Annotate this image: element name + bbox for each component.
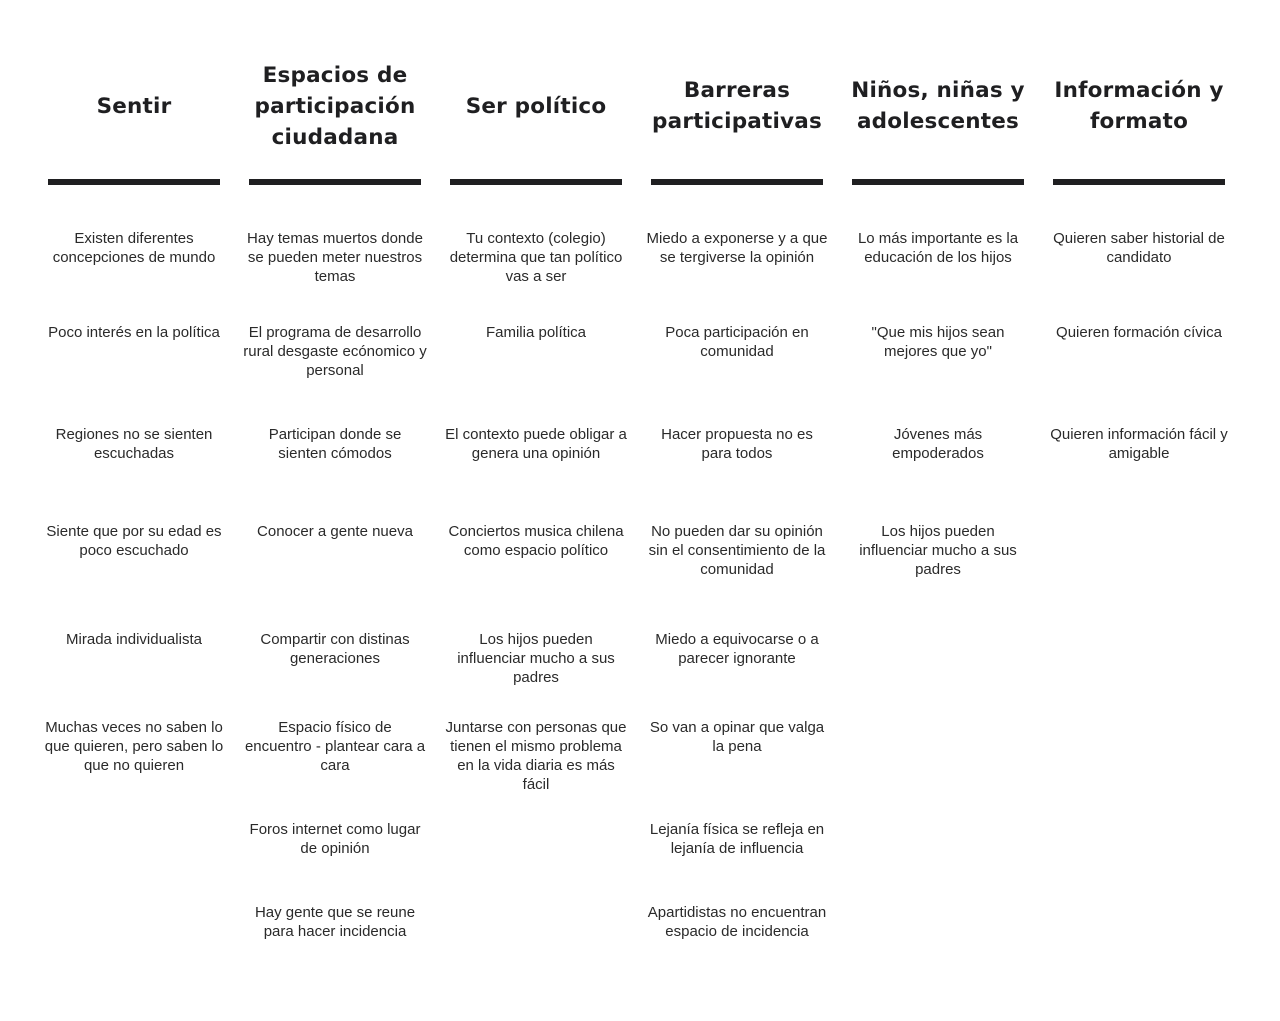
note: Lo más importante es la educación de los hijos: [857, 230, 1019, 266]
note: No pueden dar su opinión sin el consentimiento de la comunidad: [648, 523, 826, 578]
note: Siente que por su edad es poco escuchado: [46, 523, 222, 559]
note: Foros internet como lugar de opinión: [249, 821, 421, 857]
column-header: [436, 58, 636, 154]
column-header: [1039, 58, 1239, 154]
note: Existen diferentes concepciones de mundo: [52, 230, 216, 266]
column-header: [34, 58, 234, 154]
column-title: Barreras participativas: [652, 78, 822, 134]
note: So van a opinar que valga la pena: [649, 719, 825, 755]
note: El contexto puede obligar a genera una opinión: [445, 426, 627, 462]
column-header: [235, 58, 435, 154]
column-divider: [48, 179, 220, 185]
note: Los hijos pueden influenciar mucho a sus padres: [859, 523, 1017, 578]
note: Miedo a exponerse y a que se tergiverse la opinión: [646, 230, 828, 266]
note: Los hijos pueden influenciar mucho a sus padres: [457, 631, 615, 686]
note: Miedo a equivocarse o a parecer ignorante: [655, 631, 819, 667]
column-title: Sentir: [96, 93, 172, 119]
note: Poca participación en comunidad: [665, 324, 809, 360]
note: Hay gente que se reune para hacer incidencia: [254, 904, 416, 940]
note: Espacio físico de encuentro - plantear cara a cara: [244, 719, 426, 774]
note: "Que mis hijos sean mejores que yo": [871, 324, 1005, 360]
note: Participan donde se sienten cómodos: [268, 426, 402, 462]
note: Poco interés en la política: [48, 324, 220, 341]
column-title: Información y formato: [1054, 78, 1224, 134]
note: Apartidistas no encuentran espacio de incidencia: [647, 904, 827, 940]
note: Jóvenes más empoderados: [892, 426, 984, 462]
note: Lejanía física se refleja en lejanía de influencia: [649, 821, 825, 857]
note: El programa de desarrollo rural desgaste ecónomico y personal: [243, 324, 427, 379]
note: Conocer a gente nueva: [257, 523, 413, 540]
note: Familia política: [485, 324, 587, 341]
column-divider: [1053, 179, 1225, 185]
note: Mirada individualista: [66, 631, 202, 648]
note: Conciertos musica chilena como espacio político: [448, 523, 624, 559]
note: Quieren información fácil y amigable: [1050, 426, 1228, 462]
column-header: [637, 58, 837, 154]
note: Regiones no se sienten escuchadas: [55, 426, 213, 462]
column-divider: [651, 179, 823, 185]
note: Muchas veces no saben lo que quieren, pero saben lo que no quieren: [44, 719, 224, 774]
column-divider: [450, 179, 622, 185]
note: Hacer propuesta no es para todos: [661, 426, 813, 462]
column-divider: [852, 179, 1024, 185]
column-title: Espacios de participación ciudadana: [254, 62, 416, 150]
note: Quieren saber historial de candidato: [1053, 230, 1225, 266]
column-title: Ser político: [465, 93, 607, 119]
column-title: Niños, niñas y adolescentes: [851, 78, 1025, 134]
column-divider: [249, 179, 421, 185]
column-header: [838, 58, 1038, 154]
note: Hay temas muertos donde se pueden meter nuestros temas: [247, 230, 423, 285]
note: Juntarse con personas que tienen el mismo problema en la vida diaria es más fácil: [445, 719, 627, 793]
note: Tu contexto (colegio) determina que tan político vas a ser: [449, 230, 623, 285]
note: Compartir con distinas generaciones: [260, 631, 410, 667]
note: Quieren formación cívica: [1056, 324, 1222, 341]
